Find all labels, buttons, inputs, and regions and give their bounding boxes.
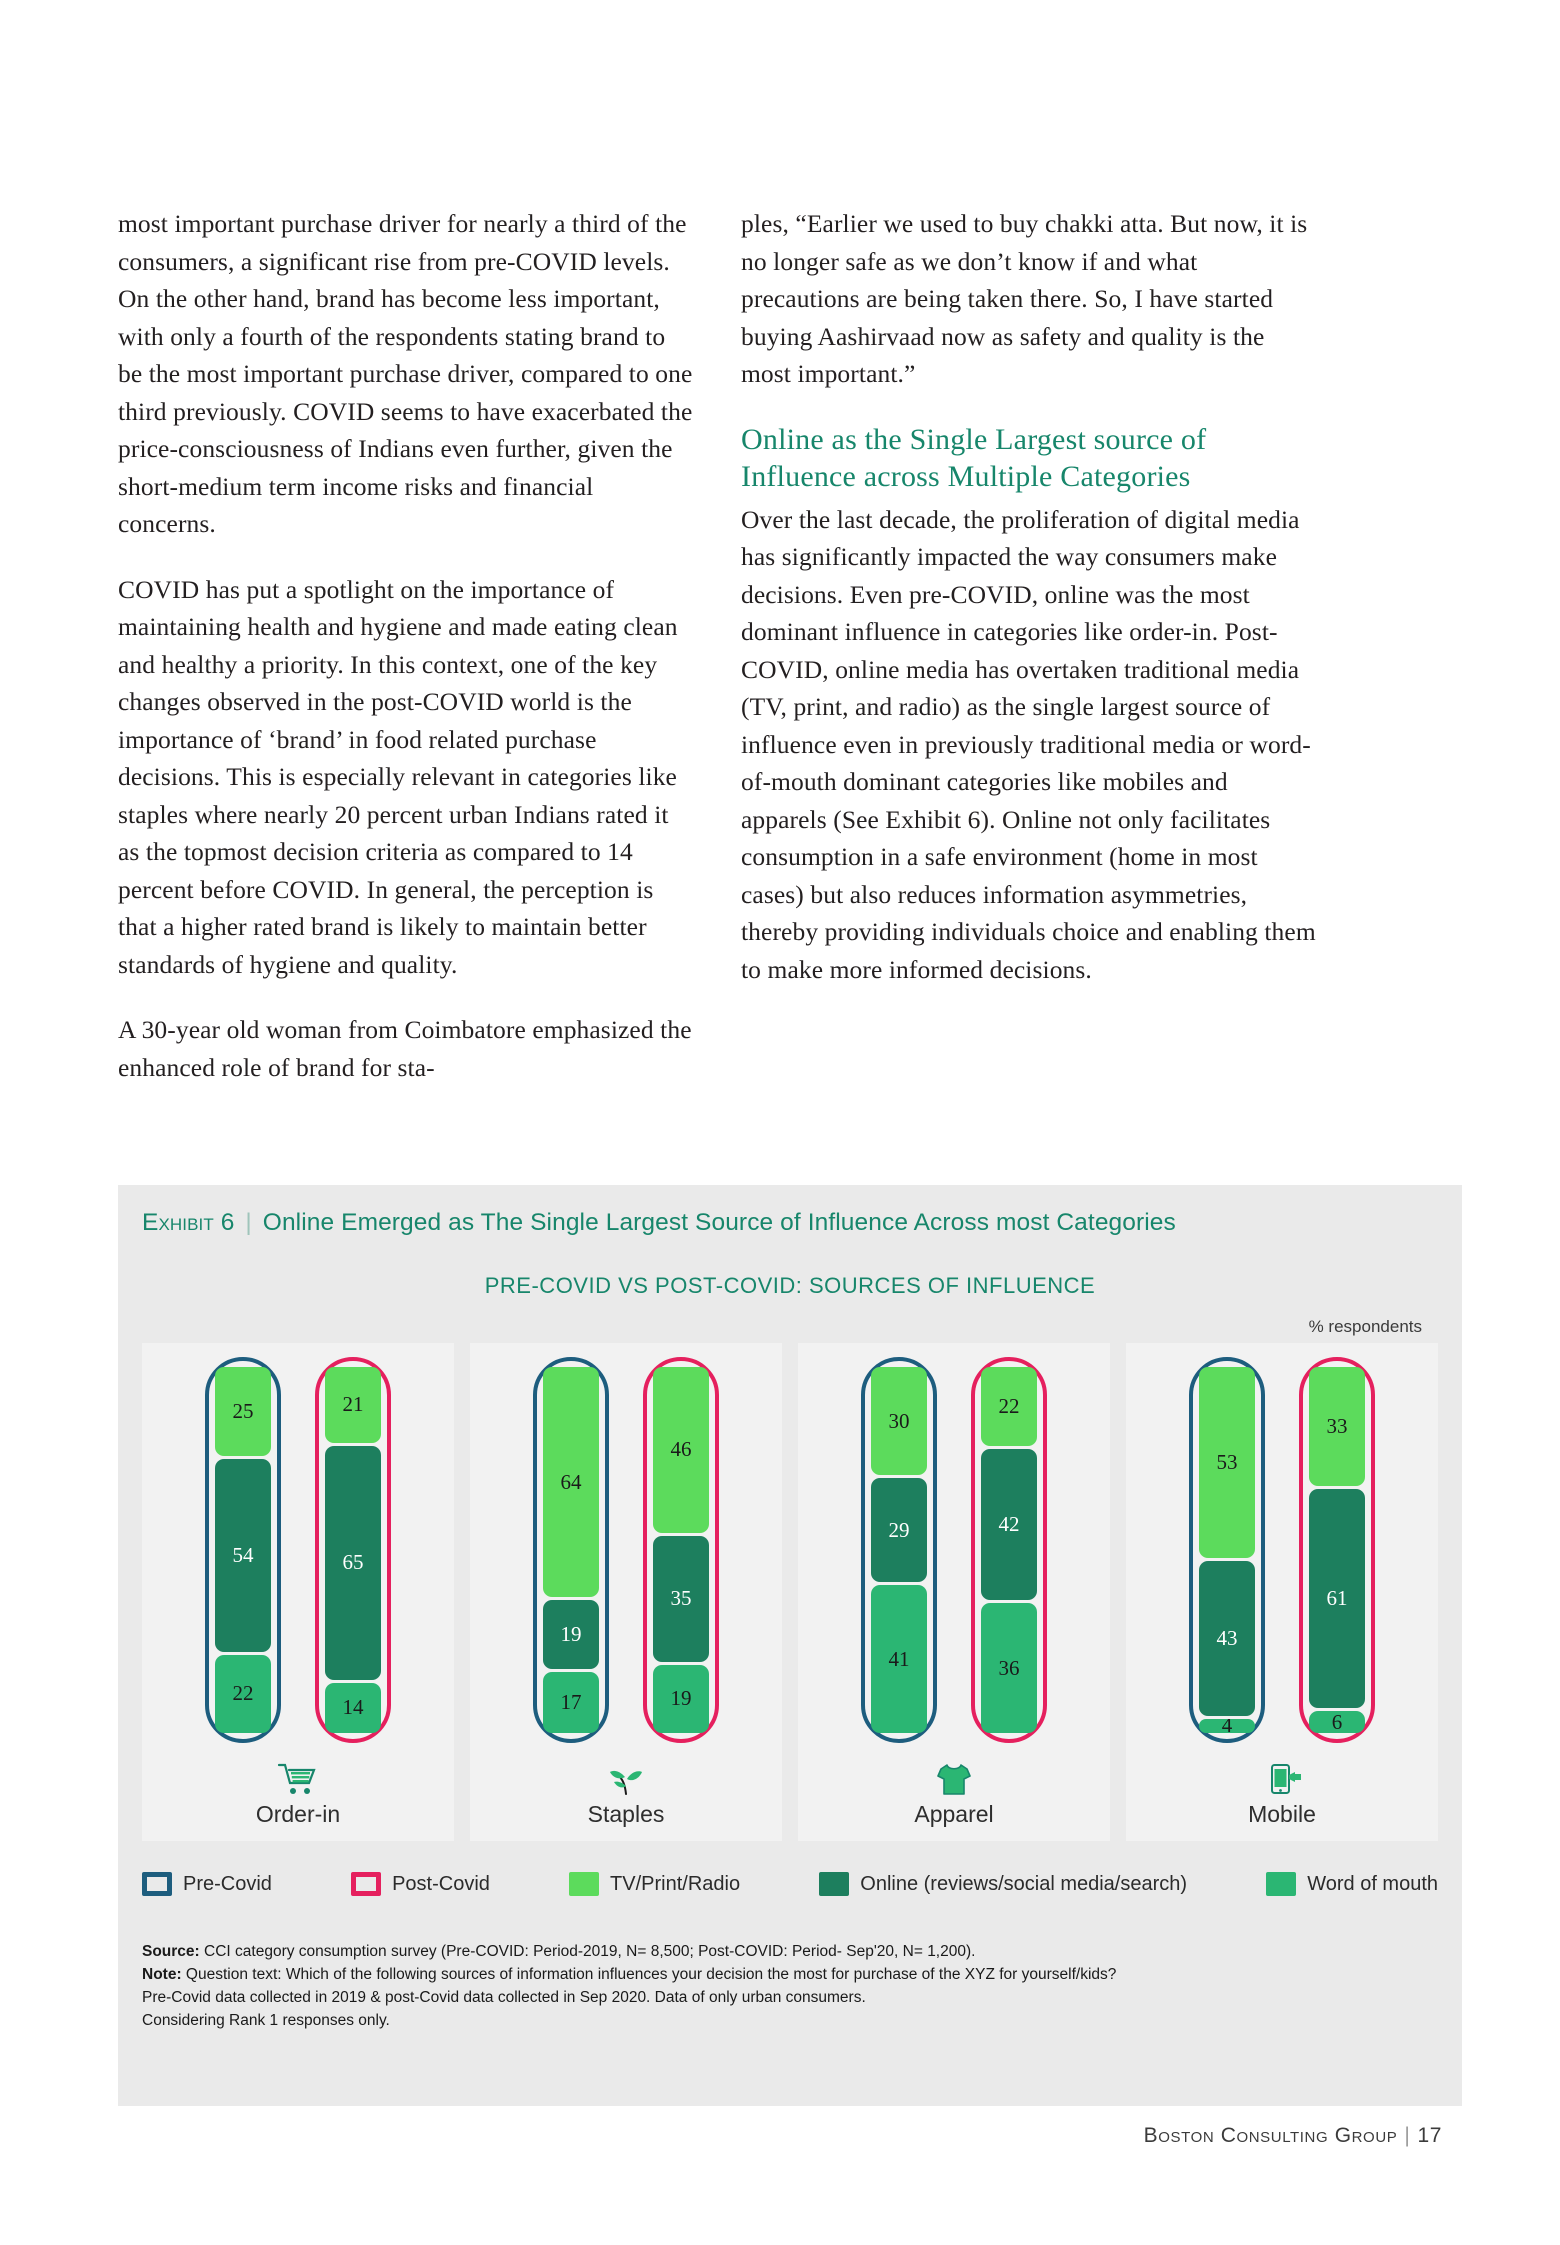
- right-text-column: [741, 205, 1318, 1086]
- segment-online: 65: [325, 1446, 381, 1680]
- legend-label: Word of mouth: [1307, 1872, 1439, 1895]
- legend-item-word-of-mouth[interactable]: [1266, 1872, 1438, 1896]
- source-text: CCI category consumption survey (Pre-COVID: Period-2019, N= 8,500; Post-COVID: Period- Sep'20, N= 1,200).: [204, 1943, 976, 1960]
- segment-tv-print-radio: 25: [215, 1367, 271, 1456]
- exhibit-panel: [118, 1185, 1462, 2106]
- legend-item-post-covid[interactable]: [351, 1872, 490, 1896]
- legend-swatch-icon: [142, 1872, 172, 1896]
- chart-legend: [142, 1857, 1438, 1911]
- legend-swatch-icon: [351, 1872, 381, 1896]
- legend-label: Online (reviews/social media/search): [860, 1872, 1188, 1895]
- footer-organization: Boston Consulting Group: [1143, 2124, 1398, 2147]
- tshirt-icon: [933, 1759, 975, 1799]
- legend-item-online[interactable]: [819, 1872, 1187, 1896]
- article-body: [118, 205, 1318, 1086]
- bar-pair: [861, 1357, 1047, 1743]
- note-label: Note:: [142, 1966, 182, 1983]
- bar-pair: [533, 1357, 719, 1743]
- category-label: Apparel: [914, 1801, 994, 1827]
- paragraph: ples, “Earlier we used to buy chakki atta. But now, it is no longer safe as we don’t know if and what precautions are being taken there. So, I have started buying Aashirvaad now as safety and quality is the most important.”: [741, 209, 1308, 388]
- segment-tv-print-radio: 21: [325, 1367, 381, 1443]
- segment-tv-print-radio: 30: [871, 1367, 927, 1475]
- legend-label: Post-Covid: [392, 1872, 490, 1895]
- legend-label: TV/Print/Radio: [610, 1872, 741, 1895]
- paragraph: COVID has put a spotlight on the importance of maintaining health and hygiene and made eating clean and healthy a priority. In this context, one of the key changes observed in the post-COVID world is the importance of ‘brand’ in food related purchase decisions. This is especially relevant in categories like staples where nearly 20 percent urban Indians rated it as the topmost decision criteria as compared to 14 percent before COVID. In general, the perception is that a higher rated brand is likely to maintain better standards of hygiene and quality.: [118, 574, 678, 979]
- segment-online: 29: [871, 1478, 927, 1582]
- segment-tv-print-radio: 64: [543, 1367, 599, 1597]
- legend-swatch-icon: [569, 1872, 599, 1896]
- note-line-2: Pre-Covid data collected in 2019 & post-Covid data collected in Sep 2020. Data of only urban consumers.: [142, 1989, 866, 2006]
- segment-tv-print-radio: 22: [981, 1367, 1037, 1446]
- segment-word-of-mouth: 14: [325, 1683, 381, 1733]
- segment-tv-print-radio: 53: [1199, 1367, 1255, 1558]
- bar-order-in-post-covid[interactable]: [315, 1357, 391, 1743]
- bar-mobile-post-covid[interactable]: [1299, 1357, 1375, 1743]
- segment-word-of-mouth: 36: [981, 1603, 1037, 1733]
- note-line-3: Considering Rank 1 responses only.: [142, 2012, 390, 2029]
- legend-swatch-icon: [819, 1872, 849, 1896]
- segment-word-of-mouth: 22: [215, 1655, 271, 1733]
- bar-apparel-post-covid[interactable]: [971, 1357, 1047, 1743]
- segment-word-of-mouth: 19: [653, 1665, 709, 1733]
- source-note-block: [142, 1940, 1438, 2032]
- chart-group-apparel: [798, 1343, 1110, 1841]
- segment-word-of-mouth: 17: [543, 1672, 599, 1733]
- bar-order-in-pre-covid[interactable]: [205, 1357, 281, 1743]
- segment-tv-print-radio: 33: [1309, 1367, 1365, 1486]
- segment-online: 61: [1309, 1489, 1365, 1709]
- segment-online: 19: [543, 1600, 599, 1668]
- exhibit-title-text: Online Emerged as The Single Largest Source of Influence Across most Categories: [262, 1209, 1176, 1236]
- mobile-phone-icon: [1261, 1759, 1303, 1799]
- bar-pair: [205, 1357, 391, 1743]
- bar-pair: [1189, 1357, 1375, 1743]
- chart-group-mobile: [1126, 1343, 1438, 1841]
- paragraph: A 30-year old woman from Coimbatore emphasized the enhanced role of brand for sta-: [118, 1015, 692, 1082]
- legend-swatch-icon: [1266, 1872, 1296, 1896]
- category-label: Order-in: [255, 1801, 341, 1827]
- segment-word-of-mouth: 6: [1309, 1711, 1365, 1733]
- chart-groups: [142, 1343, 1438, 1841]
- segment-tv-print-radio: 46: [653, 1367, 709, 1533]
- paragraph: Over the last decade, the proliferation of digital media has significantly impacted the way consumers make decisions. Even pre-COVID, online was the most dominant influence in categories like order-in. Post-COVID, online media has overtaken traditional media (TV, print, and radio) as the single largest source of influence even in previously traditional media or word-of-mouth dominant categories like mobiles and apparels (See Exhibit 6). Online not only facilitates consumption in a safe environment (home in most cases) but also reduces information asymmetries, thereby providing individuals choice and enabling them to make more informed decisions.: [741, 504, 1316, 984]
- sprout-icon: [605, 1759, 647, 1799]
- note-text: Question text: Which of the following sources of information influences your decision the most for purchase of the XYZ for yourself/kids?: [185, 1966, 1117, 1983]
- chart-group-order-in: [142, 1343, 454, 1841]
- category-label: Staples: [587, 1801, 665, 1827]
- exhibit-separator: |: [245, 1209, 252, 1236]
- exhibit-number: 6: [220, 1209, 235, 1236]
- page-number: 17: [1417, 2124, 1442, 2147]
- segment-online: 35: [653, 1536, 709, 1662]
- source-line: [142, 1940, 1438, 1963]
- chart-title: PRE-COVID VS POST-COVID: SOURCES OF INFLUENCE: [484, 1273, 1096, 1298]
- bar-staples-pre-covid[interactable]: [533, 1357, 609, 1743]
- footer-separator: |: [1404, 2124, 1411, 2147]
- bar-mobile-pre-covid[interactable]: [1189, 1357, 1265, 1743]
- chart-group-staples: [470, 1343, 782, 1841]
- page-footer: [1144, 2124, 1442, 2148]
- paragraph: most important purchase driver for nearly a third of the consumers, a significant rise from pre-COVID levels. On the other hand, brand has become less important, with only a fourth of the respondents stating brand to be the most important purchase driver, compared to one third previously. COVID seems to have exacerbated the price-consciousness of Indians even further, given the short-medium term income risks and financial concerns.: [118, 209, 693, 538]
- exhibit-header: [142, 1209, 1176, 1237]
- legend-item-pre-covid[interactable]: [142, 1872, 272, 1896]
- section-heading: Online as the Single Largest source of Influence across Multiple Categories: [741, 422, 1207, 493]
- chart-unit-label: % respondents: [1308, 1317, 1422, 1336]
- note-line-1: [142, 1963, 1438, 1986]
- left-text-column: [118, 205, 695, 1086]
- bar-apparel-pre-covid[interactable]: [861, 1357, 937, 1743]
- segment-online: 42: [981, 1449, 1037, 1600]
- segment-online: 43: [1199, 1561, 1255, 1716]
- category-label: Mobile: [1248, 1801, 1316, 1827]
- segment-word-of-mouth: 4: [1199, 1719, 1255, 1733]
- bar-staples-post-covid[interactable]: [643, 1357, 719, 1743]
- exhibit-label: Exhibit: [142, 1209, 214, 1236]
- source-label: Source:: [142, 1943, 200, 1960]
- segment-online: 54: [215, 1459, 271, 1651]
- segment-word-of-mouth: 41: [871, 1585, 927, 1733]
- legend-label: Pre-Covid: [183, 1872, 272, 1895]
- shopping-cart-icon: [277, 1759, 319, 1799]
- legend-item-tv-print-radio[interactable]: [569, 1872, 740, 1896]
